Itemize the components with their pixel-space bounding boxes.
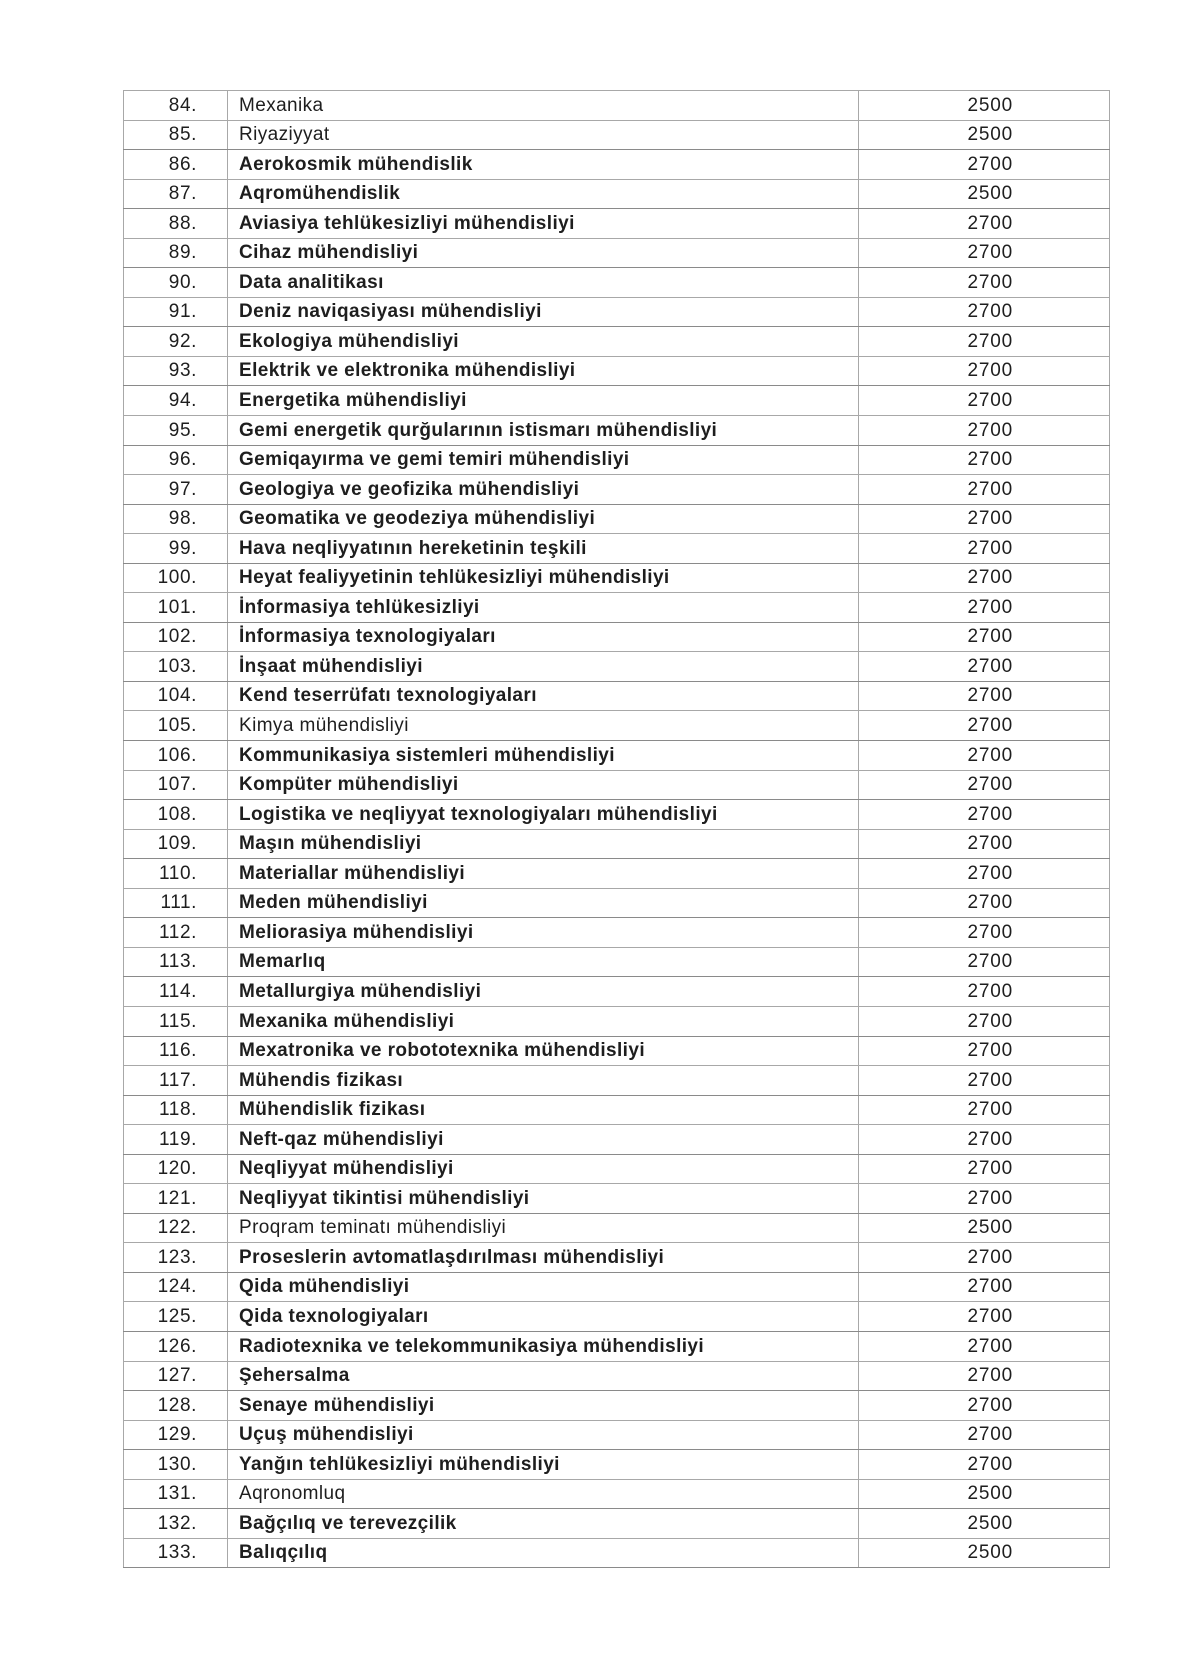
row-number: 99. (124, 534, 228, 564)
table-row (124, 120, 1110, 150)
table-row (124, 238, 1110, 268)
row-number: 112. (124, 918, 228, 948)
table-body (124, 91, 1110, 1568)
row-number: 84. (124, 91, 228, 121)
row-number: 101. (124, 593, 228, 623)
tuition-fee: 2700 (859, 1391, 1110, 1421)
table-row (124, 1184, 1110, 1214)
row-number: 130. (124, 1450, 228, 1480)
tuition-fee: 2500 (859, 1538, 1110, 1568)
table-row (124, 593, 1110, 623)
tuition-fee: 2700 (859, 209, 1110, 239)
table-row (124, 1302, 1110, 1332)
tuition-fee: 2700 (859, 386, 1110, 416)
specialty-fee-table (123, 90, 1110, 1568)
specialty-name: Kommunikasiya sistemleri mühendisliyi (228, 741, 859, 771)
tuition-fee: 2700 (859, 475, 1110, 505)
row-number: 106. (124, 741, 228, 771)
specialty-name: Mexanika (228, 91, 859, 121)
tuition-fee: 2700 (859, 800, 1110, 830)
table-row (124, 1361, 1110, 1391)
specialty-name: Neft-qaz mühendisliyi (228, 1125, 859, 1155)
table-row (124, 918, 1110, 948)
row-number: 116. (124, 1036, 228, 1066)
tuition-fee: 2700 (859, 859, 1110, 889)
table-row (124, 1243, 1110, 1273)
specialty-name: Mexanika mühendisliyi (228, 1006, 859, 1036)
row-number: 90. (124, 268, 228, 298)
specialty-name: Logistika ve neqliyyat texnologiyaları mühendisliyi (228, 800, 859, 830)
table-row (124, 1095, 1110, 1125)
row-number: 89. (124, 238, 228, 268)
specialty-name: Heyat fealiyyetinin tehlükesizliyi mühendisliyi (228, 563, 859, 593)
row-number: 97. (124, 475, 228, 505)
table-row (124, 1391, 1110, 1421)
tuition-fee: 2700 (859, 741, 1110, 771)
specialty-name: Senaye mühendisliyi (228, 1391, 859, 1421)
row-number: 122. (124, 1213, 228, 1243)
specialty-name: Neqliyyat tikintisi mühendisliyi (228, 1184, 859, 1214)
table-row (124, 416, 1110, 446)
specialty-name: Aqromühendislik (228, 179, 859, 209)
table-row (124, 327, 1110, 357)
row-number: 123. (124, 1243, 228, 1273)
specialty-name: Mühendislik fizikası (228, 1095, 859, 1125)
row-number: 111. (124, 888, 228, 918)
tuition-fee: 2700 (859, 888, 1110, 918)
table-row (124, 563, 1110, 593)
table-row (124, 741, 1110, 771)
row-number: 98. (124, 504, 228, 534)
specialty-name: Riyaziyyat (228, 120, 859, 150)
specialty-name: Proqram teminatı mühendisliyi (228, 1213, 859, 1243)
tuition-fee: 2500 (859, 91, 1110, 121)
table-row (124, 947, 1110, 977)
specialty-name: Elektrik ve elektronika mühendisliyi (228, 356, 859, 386)
table-row (124, 1479, 1110, 1509)
table-row (124, 534, 1110, 564)
table-row (124, 977, 1110, 1007)
specialty-name: Neqliyyat mühendisliyi (228, 1154, 859, 1184)
table-row (124, 652, 1110, 682)
tuition-fee: 2700 (859, 977, 1110, 1007)
tuition-fee: 2700 (859, 445, 1110, 475)
specialty-name: Deniz naviqasiyası mühendisliyi (228, 297, 859, 327)
tuition-fee: 2700 (859, 622, 1110, 652)
tuition-fee: 2500 (859, 1479, 1110, 1509)
tuition-fee: 2700 (859, 356, 1110, 386)
row-number: 85. (124, 120, 228, 150)
specialty-name: Proseslerin avtomatlaşdırılması mühendisliyi (228, 1243, 859, 1273)
tuition-fee: 2700 (859, 534, 1110, 564)
row-number: 93. (124, 356, 228, 386)
specialty-name: Geomatika ve geodeziya mühendisliyi (228, 504, 859, 534)
table-row (124, 1538, 1110, 1568)
tuition-fee: 2700 (859, 652, 1110, 682)
row-number: 91. (124, 297, 228, 327)
table-row (124, 829, 1110, 859)
specialty-name: Qida texnologiyaları (228, 1302, 859, 1332)
tuition-fee: 2700 (859, 1095, 1110, 1125)
table-row (124, 800, 1110, 830)
row-number: 87. (124, 179, 228, 209)
table-row (124, 770, 1110, 800)
tuition-fee: 2700 (859, 1420, 1110, 1450)
row-number: 103. (124, 652, 228, 682)
table-row (124, 268, 1110, 298)
specialty-name: Cihaz mühendisliyi (228, 238, 859, 268)
specialty-name: İnşaat mühendisliyi (228, 652, 859, 682)
row-number: 125. (124, 1302, 228, 1332)
row-number: 124. (124, 1272, 228, 1302)
row-number: 107. (124, 770, 228, 800)
table-row (124, 859, 1110, 889)
row-number: 120. (124, 1154, 228, 1184)
specialty-name: Gemi energetik qurğularının istismarı mühendisliyi (228, 416, 859, 446)
tuition-fee: 2700 (859, 918, 1110, 948)
specialty-name: Data analitikası (228, 268, 859, 298)
document-page (123, 90, 1109, 1568)
table-row (124, 1006, 1110, 1036)
table-row (124, 1272, 1110, 1302)
specialty-name: Gemiqayırma ve gemi temiri mühendisliyi (228, 445, 859, 475)
specialty-name: Maşın mühendisliyi (228, 829, 859, 859)
tuition-fee: 2700 (859, 829, 1110, 859)
table-row (124, 445, 1110, 475)
specialty-name: Ekologiya mühendisliyi (228, 327, 859, 357)
table-row (124, 1154, 1110, 1184)
specialty-name: Kompüter mühendisliyi (228, 770, 859, 800)
row-number: 100. (124, 563, 228, 593)
specialty-name: Kend teserrüfatı texnologiyaları (228, 681, 859, 711)
specialty-name: Aqronomluq (228, 1479, 859, 1509)
specialty-name: Yanğın tehlükesizliyi mühendisliyi (228, 1450, 859, 1480)
table-row (124, 1213, 1110, 1243)
table-row (124, 1450, 1110, 1480)
specialty-name: Meden mühendisliyi (228, 888, 859, 918)
row-number: 132. (124, 1509, 228, 1539)
row-number: 121. (124, 1184, 228, 1214)
specialty-name: Energetika mühendisliyi (228, 386, 859, 416)
row-number: 108. (124, 800, 228, 830)
row-number: 127. (124, 1361, 228, 1391)
table-row (124, 1509, 1110, 1539)
tuition-fee: 2700 (859, 297, 1110, 327)
specialty-name: Meliorasiya mühendisliyi (228, 918, 859, 948)
tuition-fee: 2700 (859, 1450, 1110, 1480)
row-number: 88. (124, 209, 228, 239)
tuition-fee: 2700 (859, 711, 1110, 741)
tuition-fee: 2500 (859, 1509, 1110, 1539)
tuition-fee: 2700 (859, 1272, 1110, 1302)
row-number: 114. (124, 977, 228, 1007)
row-number: 131. (124, 1479, 228, 1509)
specialty-name: Mexatronika ve robototexnika mühendisliyi (228, 1036, 859, 1066)
tuition-fee: 2500 (859, 1213, 1110, 1243)
tuition-fee: 2700 (859, 770, 1110, 800)
row-number: 94. (124, 386, 228, 416)
table-row (124, 1331, 1110, 1361)
table-row (124, 681, 1110, 711)
row-number: 129. (124, 1420, 228, 1450)
specialty-name: Aerokosmik mühendislik (228, 150, 859, 180)
tuition-fee: 2700 (859, 1331, 1110, 1361)
row-number: 119. (124, 1125, 228, 1155)
row-number: 96. (124, 445, 228, 475)
specialty-name: Aviasiya tehlükesizliyi mühendisliyi (228, 209, 859, 239)
row-number: 86. (124, 150, 228, 180)
specialty-name: Kimya mühendisliyi (228, 711, 859, 741)
tuition-fee: 2700 (859, 416, 1110, 446)
specialty-name: İnformasiya tehlükesizliyi (228, 593, 859, 623)
row-number: 126. (124, 1331, 228, 1361)
row-number: 118. (124, 1095, 228, 1125)
specialty-name: Memarlıq (228, 947, 859, 977)
table-row (124, 504, 1110, 534)
tuition-fee: 2700 (859, 150, 1110, 180)
row-number: 102. (124, 622, 228, 652)
specialty-name: Geologiya ve geofizika mühendisliyi (228, 475, 859, 505)
row-number: 133. (124, 1538, 228, 1568)
tuition-fee: 2700 (859, 1066, 1110, 1096)
specialty-name: Balıqçılıq (228, 1538, 859, 1568)
row-number: 92. (124, 327, 228, 357)
specialty-name: Uçuş mühendisliyi (228, 1420, 859, 1450)
row-number: 95. (124, 416, 228, 446)
row-number: 117. (124, 1066, 228, 1096)
row-number: 115. (124, 1006, 228, 1036)
specialty-name: Radiotexnika ve telekommunikasiya mühendisliyi (228, 1331, 859, 1361)
tuition-fee: 2700 (859, 238, 1110, 268)
table-row (124, 1036, 1110, 1066)
tuition-fee: 2700 (859, 1302, 1110, 1332)
tuition-fee: 2700 (859, 1006, 1110, 1036)
row-number: 104. (124, 681, 228, 711)
table-row (124, 888, 1110, 918)
specialty-name: Mühendis fizikası (228, 1066, 859, 1096)
specialty-name: Metallurgiya mühendisliyi (228, 977, 859, 1007)
tuition-fee: 2700 (859, 1243, 1110, 1273)
row-number: 105. (124, 711, 228, 741)
table-row (124, 356, 1110, 386)
table-row (124, 150, 1110, 180)
tuition-fee: 2700 (859, 504, 1110, 534)
tuition-fee: 2700 (859, 681, 1110, 711)
row-number: 110. (124, 859, 228, 889)
tuition-fee: 2500 (859, 179, 1110, 209)
tuition-fee: 2700 (859, 268, 1110, 298)
table-row (124, 209, 1110, 239)
tuition-fee: 2700 (859, 1154, 1110, 1184)
specialty-name: Bağçılıq ve terevezçilik (228, 1509, 859, 1539)
tuition-fee: 2700 (859, 563, 1110, 593)
specialty-name: İnformasiya texnologiyaları (228, 622, 859, 652)
table-row (124, 1125, 1110, 1155)
tuition-fee: 2700 (859, 1184, 1110, 1214)
table-row (124, 475, 1110, 505)
table-row (124, 622, 1110, 652)
specialty-name: Hava neqliyyatının hereketinin teşkili (228, 534, 859, 564)
tuition-fee: 2700 (859, 1036, 1110, 1066)
tuition-fee: 2700 (859, 1125, 1110, 1155)
row-number: 128. (124, 1391, 228, 1421)
row-number: 113. (124, 947, 228, 977)
table-row (124, 386, 1110, 416)
tuition-fee: 2700 (859, 593, 1110, 623)
table-row (124, 297, 1110, 327)
tuition-fee: 2700 (859, 1361, 1110, 1391)
row-number: 109. (124, 829, 228, 859)
specialty-name: Şehersalma (228, 1361, 859, 1391)
tuition-fee: 2700 (859, 947, 1110, 977)
tuition-fee: 2700 (859, 327, 1110, 357)
specialty-name: Materiallar mühendisliyi (228, 859, 859, 889)
table-row (124, 91, 1110, 121)
table-row (124, 179, 1110, 209)
table-row (124, 1066, 1110, 1096)
tuition-fee: 2500 (859, 120, 1110, 150)
table-row (124, 711, 1110, 741)
table-row (124, 1420, 1110, 1450)
specialty-name: Qida mühendisliyi (228, 1272, 859, 1302)
